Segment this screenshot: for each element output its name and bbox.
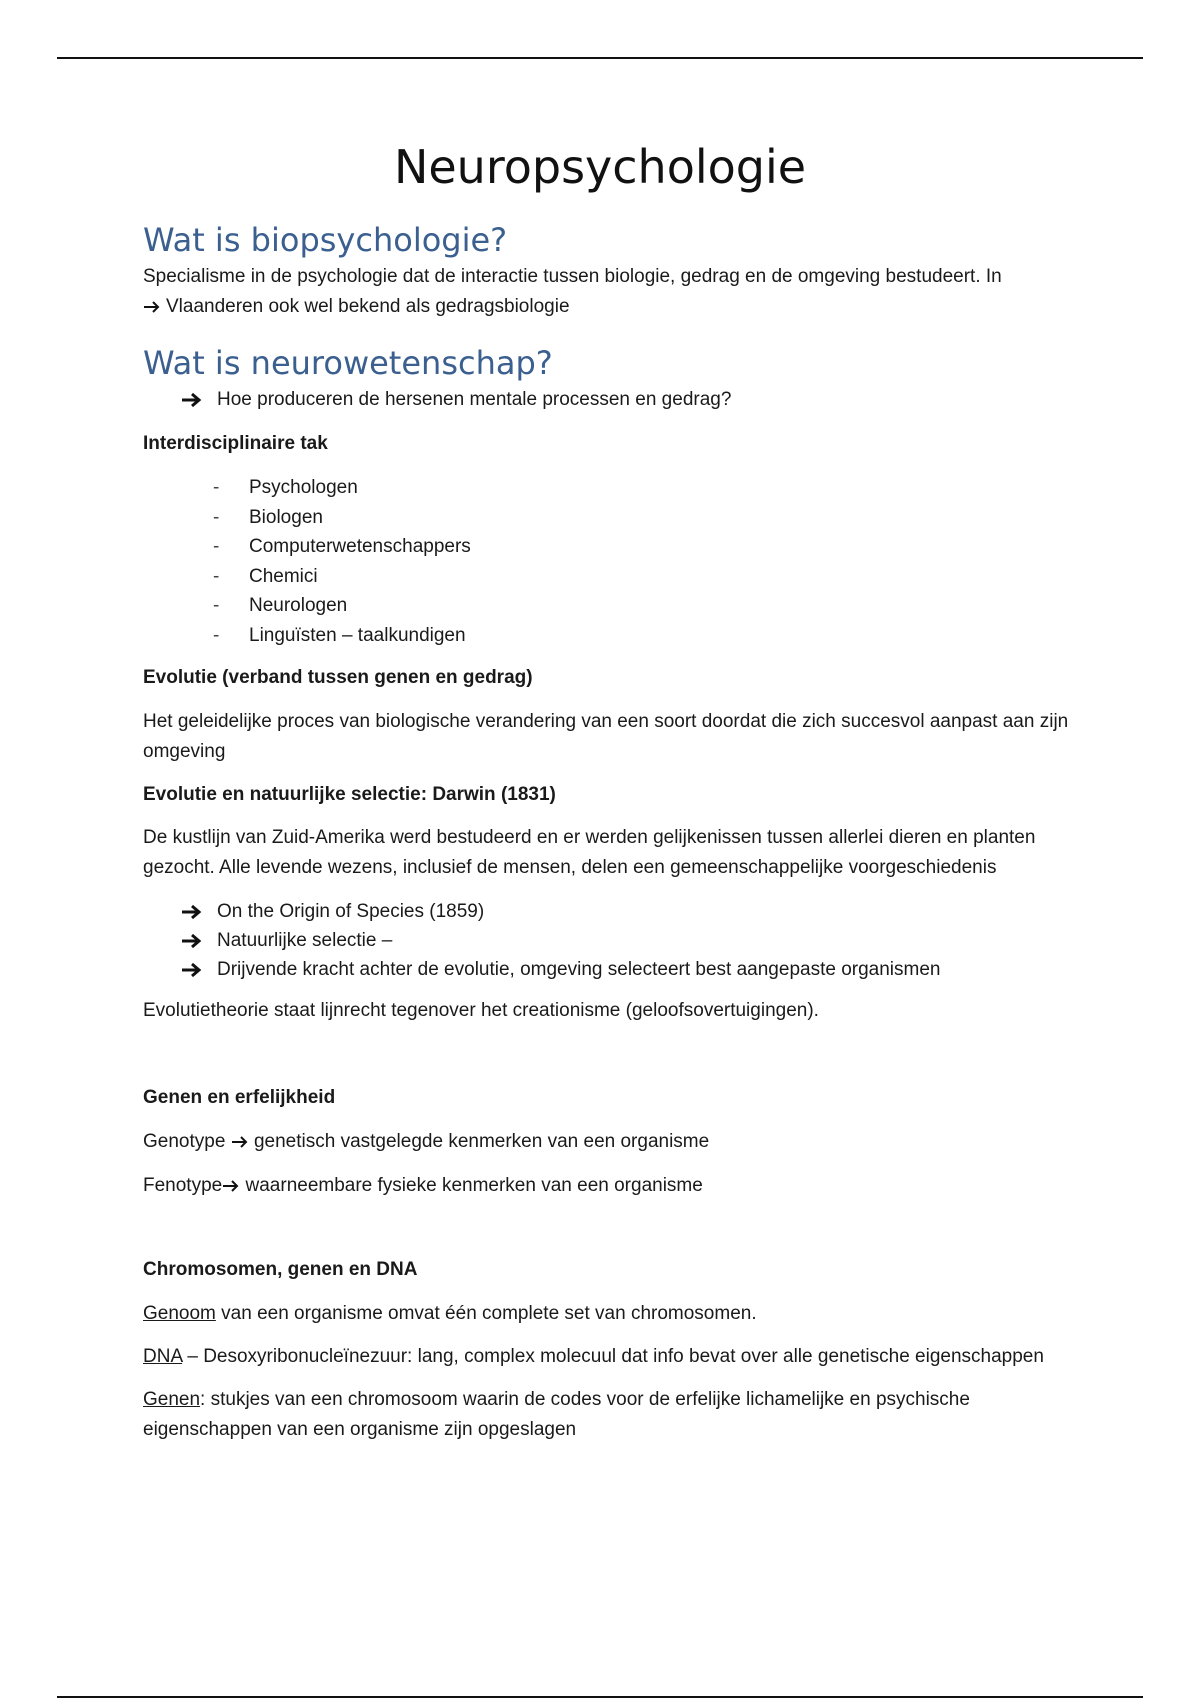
arrow-right-icon [143,300,161,314]
list-item: On the Origin of Species (1859) [181,897,1073,926]
list-item: - Chemici [213,565,318,587]
darwin-text: De kustlijn van Zuid-Amerika werd bestudeerd en er werden gelijkenissen tussen allerlei dieren en planten gezocht. Alle levende wezens, inclusief de mensen, delen een gemeenschappelijke voorgeschiedenis [143,827,1036,878]
interdisciplinary-heading: Interdisciplinaire tak [143,433,328,454]
bold-arrow-icon [181,933,203,949]
genes-heading: Genen en erfelijkheid [143,1087,336,1108]
genen-line: Genen: stukjes van een chromosoom waarin de codes voor de erfelijke lichamelijke en psychische eigenschappen van een organisme zijn opgeslagen [143,1389,970,1440]
arrow-right-icon [231,1135,249,1149]
top-rule [57,57,1143,59]
biopsychologie-arrow-line [143,292,1073,321]
darwin-arrow-list [143,897,1073,984]
arrow-right-icon [222,1179,240,1193]
bold-arrow-icon [181,904,203,920]
bottom-rule [57,1696,1143,1698]
neuro-arrow-item: Hoe produceren de hersenen mentale processen en gedrag? [143,385,1073,414]
document-body [143,218,1073,1445]
page-title: Neuropsychologie [393,140,807,194]
heading-neurowetenschap: Wat is neurowetenschap? [143,344,553,382]
genoom-line: Genoom van een organisme omvat één complete set van chromosomen. [143,1303,757,1324]
evolution-theory-text: Evolutietheorie staat lijnrecht tegenover het creationisme (geloofsovertuigingen). [143,1000,819,1021]
list-item: - Psychologen [213,477,358,498]
fenotype-line: Fenotype waarneembare fysieke kenmerken van een organisme [143,1175,703,1196]
evolution-heading: Evolutie (verband tussen genen en gedrag) [143,667,533,688]
evolution-text: Het geleidelijke proces van biologische verandering van een soort doordat die zich succesvol aanpast aan zijn omgeving [143,711,1069,762]
bold-arrow-icon [181,392,203,408]
chromosomes-heading: Chromosomen, genen en DNA [143,1259,418,1280]
list-item: - Biologen [213,506,323,528]
list-item: - Linguïsten – taalkundigen [213,624,466,646]
list-item: - Computerwetenschappers [213,536,471,557]
heading-biopsychologie: Wat is biopsychologie? [143,221,508,259]
list-item: Drijvende kracht achter de evolutie, omgeving selecteert best aangepaste organismen [181,955,1073,984]
genotype-line: Genotype genetisch vastgelegde kenmerken van een organisme [143,1131,710,1152]
darwin-heading: Evolutie en natuurlijke selectie: Darwin (1831) [143,784,556,805]
bold-arrow-icon [181,962,203,978]
biopsychologie-arrow-text: Vlaanderen ook wel bekend als gedragsbiologie [166,296,570,317]
list-item: Natuurlijke selectie – [181,926,1073,955]
discipline-list [143,473,1073,650]
dna-line: DNA – Desoxyribonucleïnezuur: lang, complex molecuul dat info bevat over alle genetische eigenschappen [143,1346,1044,1367]
biopsychologie-text: Specialisme in de psychologie dat de interactie tussen biologie, gedrag en de omgeving bestudeert. In [143,266,1002,287]
list-item: - Neurologen [213,595,348,616]
